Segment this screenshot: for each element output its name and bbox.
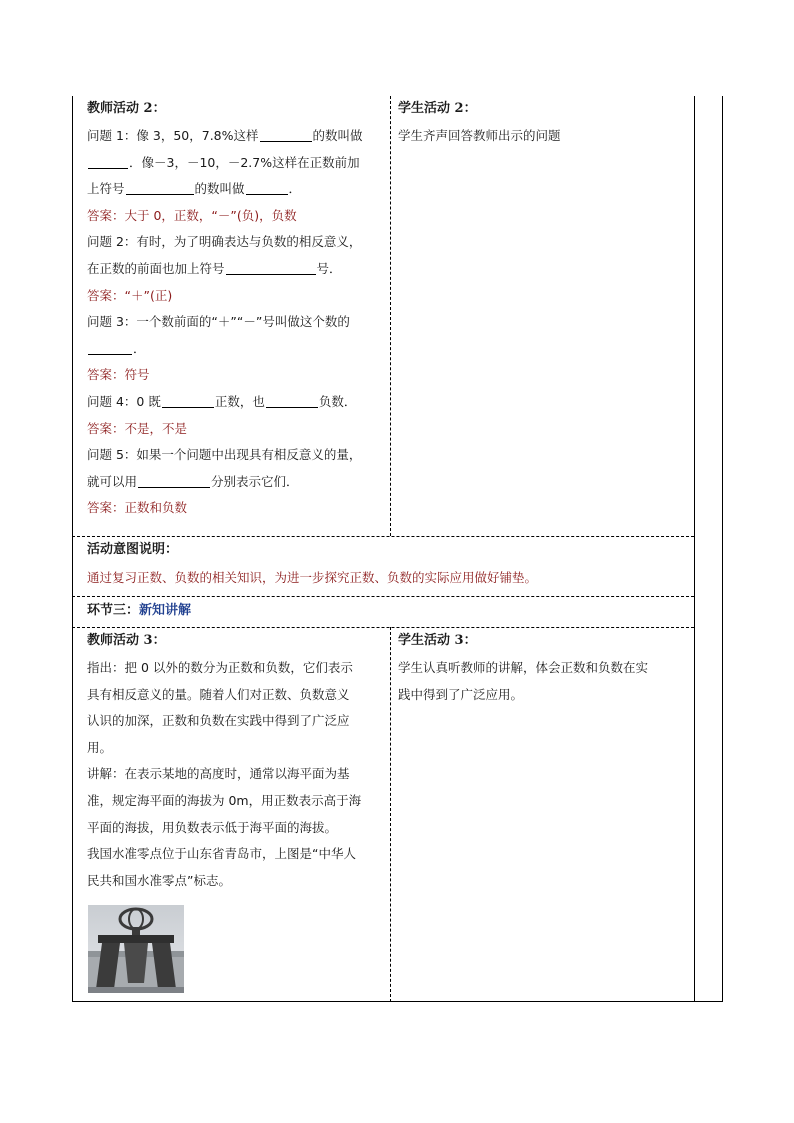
right-inner-border <box>694 96 695 1002</box>
student-activity-3-line: 学生认真听教师的讲解，体会正数和负数在实 <box>398 660 649 675</box>
answer-blank <box>138 473 210 488</box>
question-5-line-1: 问题 5：如果一个问题中出现具有相反意义的量， <box>87 447 362 463</box>
column-divider-bottom <box>390 627 391 1002</box>
answer-blank <box>126 180 194 195</box>
answer-blank <box>88 340 132 355</box>
teacher-activity-3-line: 我国水准零点位于山东省青岛市，上图是“中华人 <box>87 846 356 862</box>
teacher-activity-3-line: 用。 <box>87 739 113 755</box>
activity-intent <box>87 537 687 592</box>
teacher-activity-3-line: 讲解：在表示某地的高度时，通常以海平面为基 <box>87 766 350 782</box>
section-3-name: 新知讲解 <box>139 603 192 618</box>
student-activity-3-line: 践中得到了广泛应用。 <box>398 686 524 702</box>
question-4: 问题 4：0 既 正数，也 负数． <box>87 393 357 409</box>
student-activity-2-text: 学生齐声回答教师出示的问题 <box>398 128 561 143</box>
answer-2: 答案：“＋”(正) <box>87 287 173 303</box>
student-activity-3 <box>398 628 690 708</box>
question-3-line-1: 问题 3：一个数前面的“＋”“－”号叫做这个数的 <box>87 314 350 330</box>
teacher-activity-3 <box>87 628 387 894</box>
teacher-activity-3-line: 平面的海拔，用负数表示低于海平面的海拔。 <box>87 819 338 835</box>
answer-blank <box>162 393 214 408</box>
section-3-label: 环节三： <box>87 603 140 618</box>
monument-illustration <box>88 905 184 993</box>
teacher-activity-3-line: 具有相反意义的量。随着人们对正数、负数意义 <box>87 686 350 702</box>
question-1-line-2: ．像－3，－10，－2.7%这样在正数前加 <box>87 150 387 177</box>
student-activity-2-title: 学生活动 2： <box>398 101 477 116</box>
column-divider-top <box>390 96 391 536</box>
answer-blank <box>260 127 312 142</box>
teacher-activity-2 <box>87 96 387 522</box>
answer-blank <box>88 154 128 169</box>
activity-intent-title: 活动意图说明： <box>87 542 179 557</box>
teacher-activity-2-title: 教师活动 2： <box>87 101 166 116</box>
answer-blank <box>266 393 318 408</box>
datum-point-monument-photo <box>88 905 184 993</box>
question-2-line-1: 问题 2：有时，为了明确表达与负数的相反意义， <box>87 234 362 250</box>
teacher-activity-3-line: 指出：把 0 以外的数分为正数和负数，它们表示 <box>87 660 353 675</box>
question-1-line-3: 上符号 的数叫做 ． <box>87 181 302 197</box>
answer-1: 答案：大于 0，正数，“－”(负)，负数 <box>87 207 297 223</box>
answer-3: 答案：符号 <box>87 367 150 383</box>
answer-blank <box>246 180 288 195</box>
question-3-line-2: ． <box>87 336 387 363</box>
question-2-line-2: 在正数的前面也加上符号 号． <box>87 260 342 276</box>
student-activity-2 <box>398 96 688 150</box>
teacher-activity-3-title: 教师活动 3： <box>87 633 166 648</box>
activity-intent-text: 通过复习正数、负数的相关知识，为进一步探究正数、负数的实际应用做好铺垫。 <box>87 570 538 585</box>
teacher-activity-3-line: 认识的加深，正数和负数在实践中得到了广泛应 <box>87 713 350 729</box>
answer-5: 答案：正数和负数 <box>87 500 188 516</box>
question-5-line-2: 就可以用 分别表示它们． <box>87 473 299 489</box>
teacher-activity-3-line: 准，规定海平面的海拔为 0m，用正数表示高于海 <box>87 792 362 808</box>
answer-blank <box>226 260 316 275</box>
teacher-activity-3-line: 民共和国水准零点”标志。 <box>87 872 231 888</box>
section-3-heading <box>87 597 687 625</box>
answer-4: 答案：不是，不是 <box>87 420 188 436</box>
student-activity-3-title: 学生活动 3： <box>398 633 477 648</box>
question-1-line-1: 问题 1：像 3，50，7.8%这样 的数叫做 <box>87 128 363 143</box>
